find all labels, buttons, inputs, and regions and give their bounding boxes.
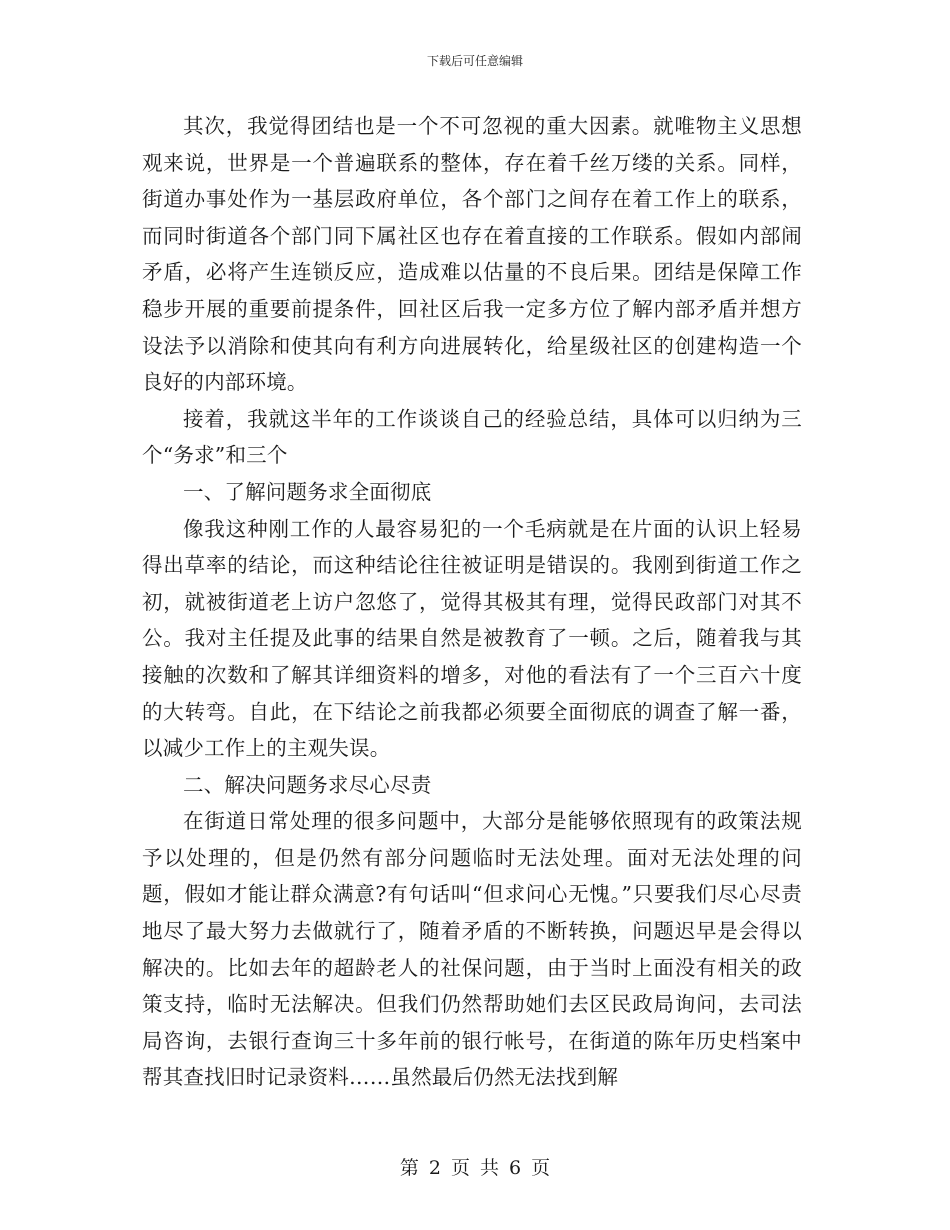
paragraph-solve: 在街道日常处理的很多问题中，大部分是能够依照现有的政策法规予以处理的，但是仍然有部分问题临时无法处理。面对无法处理的问题，假如才能让群众满意?有句话叫“但求问心无愧。”只要我们尽心尽责地尽了最大努力去做就行了，随着矛盾的不断转换，问题迟早是会得以解决的。比如去年的超龄老人的社保问题，由于当时上面没有相关的政策支持，临时无法解决。但我们仍然帮助她们去区民政局询问，去司法局咨询，去银行查询三十多年前的银行帐号，在街道的陈年历史档案中帮其查找旧时记录资料……虽然最后仍然无法找到解 bbox=[142, 809, 802, 1090]
paragraph-summary-intro: 接着，我就这半年的工作谈谈自己的经验总结，具体可以归纳为三个“务求”和三个 bbox=[142, 406, 802, 468]
page-header: 下载后可任意编辑 bbox=[426, 54, 523, 68]
document-body bbox=[142, 108, 802, 1096]
section-heading-understand: 一、了解问题务求全面彻底 bbox=[183, 479, 432, 504]
paragraph-understand: 像我这种刚工作的人最容易犯的一个毛病就是在片面的认识上轻易得出草率的结论，而这种结论往往被证明是错误的。我刚到街道工作之初，就被街道老上访户忽悠了，觉得其极其有理，觉得民政部门对其不公。我对主任提及此事的结果自然是被教育了一顿。之后，随着我与其接触的次数和了解其详细资料的增多，对他的看法有了一个三百六十度的大转弯。自此，在下结论之前我都必须要全面彻底的调查了解一番，以减少工作上的主观失误。 bbox=[142, 516, 802, 761]
section-heading-solve: 二、解决问题务求尽心尽责 bbox=[183, 772, 432, 797]
paragraph-unity: 其次，我觉得团结也是一个不可忽视的重大因素。就唯物主义思想观来说，世界是一个普遍联系的整体，存在着千丝万缕的关系。同样，街道办事处作为一基层政府单位，各个部门之间存在着工作上的联系，而同时街道各个部门同下属社区也存在着直接的工作联系。假如内部闹矛盾，必将产生连锁反应，造成难以估量的不良后果。团结是保障工作稳步开展的重要前提条件，回社区后我一定多方位了解内部矛盾并想方设法予以消除和使其向有利方向进展转化，给星级社区的创建构造一个良好的内部环境。 bbox=[142, 114, 802, 395]
page-number: 第 2 页 共 6 页 bbox=[399, 1157, 551, 1179]
